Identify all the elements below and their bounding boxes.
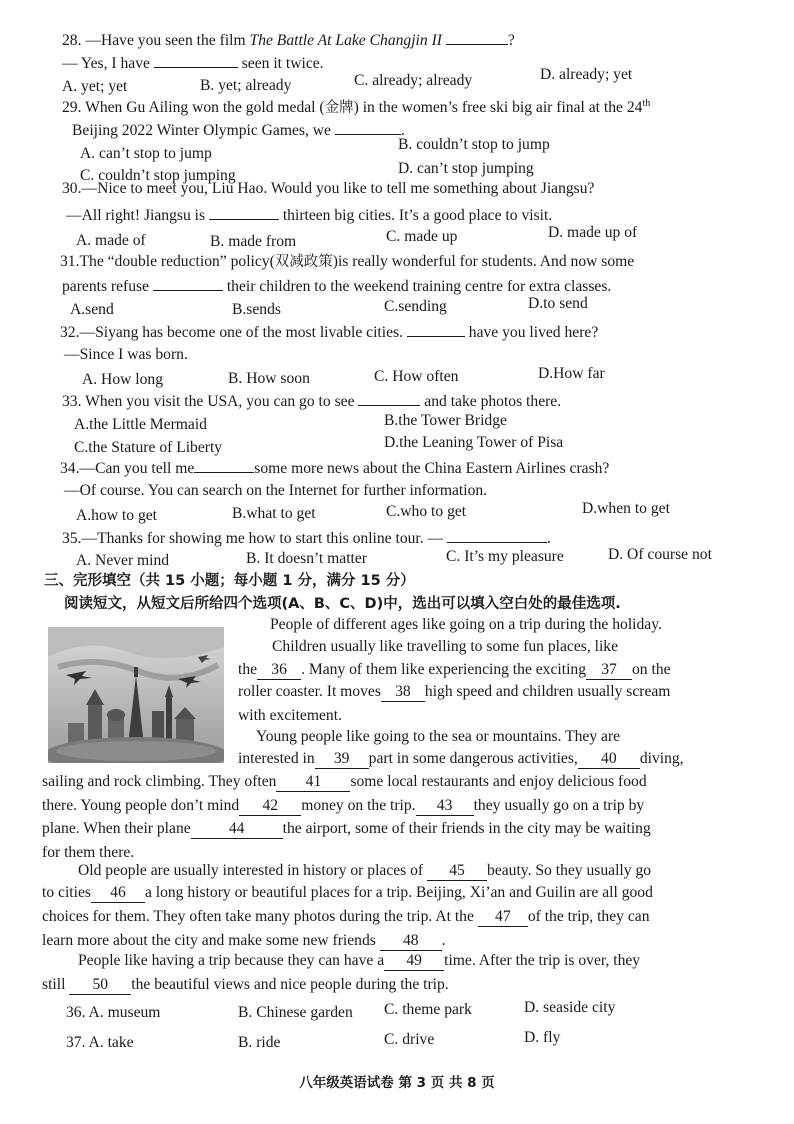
passage-p5-line2: [42, 974, 449, 996]
option: C. It’s my pleasure: [446, 548, 564, 565]
passage-text: choices for them. They often take many photos during the trip. At the: [42, 908, 478, 925]
answer-blank: [209, 203, 279, 220]
q29-stem-cjk: 金牌: [324, 100, 354, 117]
blank-46: 46: [91, 884, 145, 903]
option: A. Never mind: [76, 552, 170, 569]
option: C.sending: [384, 298, 447, 315]
option: A. yet; yet: [62, 78, 128, 95]
question-28-reply: [62, 51, 324, 75]
passage-text: the beautiful views and nice people during the trip.: [131, 976, 449, 993]
answer-blank: [447, 526, 547, 543]
question-30-reply: [66, 203, 552, 227]
q34-stem-end: some more news about the China Eastern Airlines crash?: [254, 460, 610, 477]
passage-text: sailing and rock climbing. They often: [42, 773, 277, 790]
option: C. How often: [374, 368, 459, 385]
answer-blank: [154, 51, 238, 68]
passage-text: high speed and children usually scream: [424, 683, 671, 700]
passage-text: learn more about the city and make some new friends: [42, 932, 380, 949]
blank-39: 39: [315, 750, 369, 769]
passage-p2-line2: [238, 659, 671, 681]
q33-stem-text: 33. When you visit the USA, you can go to see: [62, 393, 359, 410]
option: C. couldn’t stop jumping: [80, 167, 236, 184]
blank-50: 50: [69, 976, 131, 995]
question-32-reply: —Since I was born.: [64, 346, 188, 363]
option: 36. A. museum: [66, 1004, 161, 1021]
blank-45: 45: [427, 862, 487, 881]
section-title: 三、完形填空（共 15 小题；每小题 1 分，满分 15 分）: [44, 573, 415, 589]
option: B. ride: [238, 1034, 281, 1051]
q35-stem-end: .: [547, 530, 551, 547]
passage-p3-line1: Young people like going to the sea or mountains. They are: [256, 728, 621, 745]
passage-text: interested in: [238, 750, 315, 767]
passage-p4-line4: [42, 930, 446, 952]
blank-48: 48: [380, 932, 442, 951]
q32-stem-text: 32.—Siyang has become one of the most livable cities.: [60, 324, 407, 341]
q29-line2-text: Beijing 2022 Winter Olympic Games, we: [72, 122, 335, 139]
passage-text: Old people are usually interested in history or places of: [78, 862, 428, 879]
option: A.how to get: [76, 507, 157, 524]
passage-p2-line1: Children usually like travelling to some fun places, like: [272, 638, 619, 655]
passage-text: on the: [632, 661, 671, 678]
question-30-stem: 30.—Nice to meet you, Liu Hao. Would you like to tell me something about Jiangsu?: [62, 180, 595, 197]
section-instruction: 阅读短文，从短文后所给四个选项(A、B、C、D)中，选出可以填入空白处的最佳选项.: [64, 596, 621, 612]
passage-text: to cities: [42, 884, 91, 901]
passage-p3-line6: for them there.: [42, 844, 135, 861]
option: B.the Tower Bridge: [384, 412, 507, 429]
blank-43: 43: [416, 797, 474, 816]
passage-text: they usually go on a trip by: [473, 797, 645, 814]
option: C. drive: [384, 1031, 435, 1048]
passage-p3-line4: [42, 795, 644, 817]
passage-text: of the trip, they can: [527, 908, 650, 925]
answer-blank: [335, 118, 401, 135]
passage-text: plane. When their plane: [42, 820, 191, 837]
passage-p1-line1: People of different ages like going on a trip during the holiday.: [270, 616, 662, 633]
passage-text: time. After the trip is over, they: [444, 952, 641, 969]
answer-blank: [194, 456, 254, 473]
option: B. made from: [210, 233, 297, 250]
option: D. made up of: [548, 224, 638, 241]
passage-text: . Many of them like experiencing the exciting: [301, 661, 586, 678]
passage-text: some local restaurants and enjoy delicious food: [350, 773, 647, 790]
option: B. It doesn’t matter: [246, 550, 367, 567]
q28-reply-end: seen it twice.: [237, 55, 324, 72]
answer-blank: [153, 274, 223, 291]
q32-stem-end: have you lived here?: [464, 324, 599, 341]
option: C.who to get: [386, 503, 467, 520]
blank-44: 44: [191, 820, 283, 839]
q35-stem-text: 35.—Thanks for showing me how to start this online tour. —: [62, 530, 448, 547]
option: A. can’t stop to jump: [80, 145, 212, 162]
answer-blank: [407, 320, 465, 337]
blank-37: 37: [586, 661, 632, 680]
option: B. How soon: [228, 370, 310, 387]
option: D. seaside city: [524, 999, 616, 1016]
passage-p4-line2: [42, 882, 653, 904]
question-29-stem: [62, 93, 650, 119]
passage-p3-line5: [42, 818, 651, 840]
option: D.to send: [528, 295, 588, 312]
option: D. already; yet: [540, 66, 633, 83]
q29-stem-text: 29. When Gu Ailing won the gold medal (: [62, 99, 325, 117]
blank-42: 42: [239, 797, 301, 816]
question-29-line2: [72, 118, 405, 142]
travel-landmarks-image: [48, 627, 224, 763]
q31-line2-end: their children to the weekend training centre for extra classes.: [222, 278, 612, 295]
q31-stem-cjk: 双减政策: [274, 254, 333, 270]
option: B.sends: [232, 301, 281, 318]
option: D. Of course not: [608, 546, 712, 563]
question-28-stem: [62, 28, 515, 52]
option: C. theme park: [384, 1001, 472, 1018]
passage-text: beauty. So they usually go: [487, 862, 652, 879]
q33-stem-end: and take photos there.: [420, 393, 562, 410]
q28-stem-text: 28. —Have you seen the film: [62, 32, 250, 49]
q28-film-title: The Battle At Lake Changjin II: [249, 32, 442, 49]
q28-reply-text: — Yes, I have: [62, 55, 154, 72]
option: A. How long: [82, 371, 163, 388]
passage-text: part in some dangerous activities,: [368, 750, 578, 767]
passage-text: the: [238, 661, 258, 678]
passage-text: the airport, some of their friends in the city may be waiting: [282, 820, 651, 837]
q29-line2-end: .: [400, 122, 405, 139]
option: B. Chinese garden: [238, 1004, 353, 1021]
q34-stem-text: 34.—Can you tell me: [60, 460, 195, 477]
option: D. fly: [524, 1029, 561, 1046]
passage-p5-line1: [78, 950, 640, 972]
passage-p3-line3: [42, 771, 647, 793]
passage-text: money on the trip.: [301, 797, 416, 814]
blank-49: 49: [384, 952, 444, 971]
blank-38: 38: [381, 683, 425, 702]
option: 37. A. take: [66, 1034, 134, 1051]
passage-text: roller coaster. It moves: [238, 683, 381, 700]
question-34-reply: —Of course. You can search on the Internet for further information.: [64, 482, 488, 499]
q31-line2-text: parents refuse: [62, 278, 153, 295]
passage-p3-line2: [238, 748, 684, 770]
q30-reply-text: —All right! Jiangsu is: [66, 207, 209, 224]
q29-superscript: th: [642, 98, 651, 109]
passage-text: still: [42, 976, 70, 993]
q30-reply-end: thirteen big cities. It’s a good place to visit.: [278, 207, 553, 224]
question-34-stem: [60, 456, 609, 480]
option: C. already; already: [354, 72, 473, 89]
passage-p2-line3: [238, 681, 670, 703]
option: D. can’t stop jumping: [398, 160, 534, 177]
option: D.How far: [538, 365, 605, 382]
answer-blank: [358, 389, 420, 406]
option: A. made of: [76, 232, 146, 249]
option: C. made up: [386, 228, 458, 245]
passage-text: .: [441, 932, 446, 949]
question-32-stem: [60, 320, 598, 344]
option: D.the Leaning Tower of Pisa: [384, 434, 564, 451]
option: A.send: [70, 301, 114, 318]
option: C.the Stature of Liberty: [74, 439, 223, 456]
passage-text: a long history or beautiful places for a trip. Beijing, Xi’an and Guilin are all good: [144, 884, 653, 901]
passage-p2-line4: with excitement.: [238, 707, 342, 724]
passage-text: People like having a trip because they can have a: [78, 952, 385, 969]
passage-p4-line3: [42, 906, 650, 928]
blank-40: 40: [578, 750, 640, 769]
q31-stem-text: 31.The “double reduction” policy(: [60, 253, 275, 270]
blank-47: 47: [478, 908, 528, 927]
question-31-stem: [60, 251, 634, 273]
option: B. couldn’t stop to jump: [398, 136, 550, 153]
page-footer: 八年级英语试卷 第 3 页 共 8 页: [299, 1075, 495, 1091]
blank-41: 41: [276, 773, 350, 792]
option: B.what to get: [232, 505, 316, 522]
q29-stem-text-2: ) in the women’s free ski big air final at the 24: [353, 99, 643, 117]
option: A.the Little Mermaid: [74, 416, 207, 433]
option: D.when to get: [582, 500, 670, 517]
answer-blank: [446, 28, 508, 45]
blank-36: 36: [257, 661, 301, 680]
passage-p4-line1: [78, 860, 651, 882]
option: B. yet; already: [200, 77, 292, 94]
q31-stem-text-2: )is really wonderful for students. And now some: [332, 253, 635, 270]
passage-text: there. Young people don’t mind: [42, 797, 240, 814]
q28-stem-end: ?: [507, 32, 515, 49]
passage-text: diving,: [639, 750, 684, 767]
